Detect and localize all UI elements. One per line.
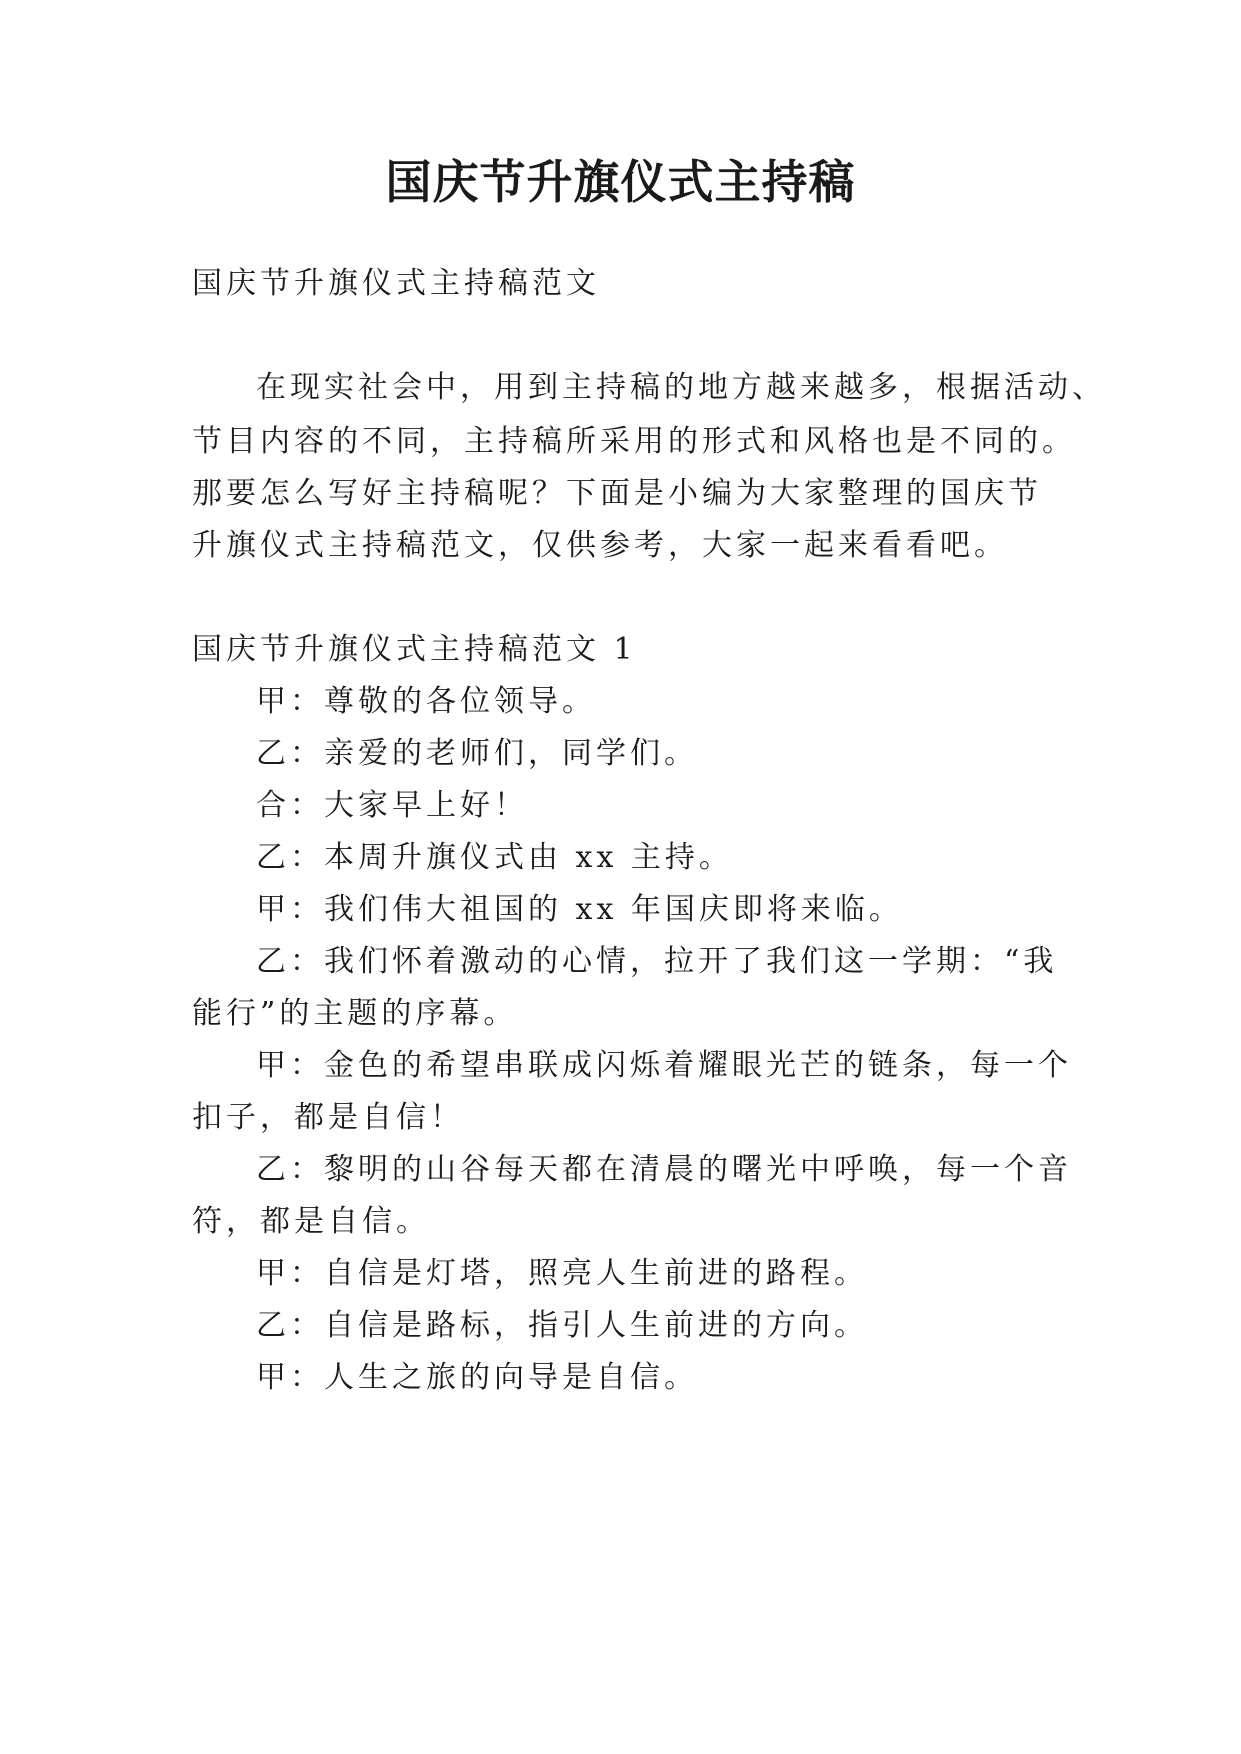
- script-line: 甲：金色的希望串联成闪烁着耀眼光芒的链条，每一个: [256, 1048, 1072, 1083]
- script-line: 合：大家早上好！: [256, 788, 528, 823]
- section-heading: 国庆节升旗仪式主持稿范文 1: [192, 632, 637, 667]
- script-line: 甲：尊敬的各位领导。: [256, 684, 596, 719]
- script-line: 能行”的主题的序幕。: [192, 996, 518, 1031]
- script-line: 甲：自信是灯塔，照亮人生前进的路程。: [256, 1256, 868, 1291]
- script-line: 甲：我们伟大祖国的 xx 年国庆即将来临。: [256, 892, 903, 927]
- script-line: 乙：自信是路标，指引人生前进的方向。: [256, 1308, 868, 1343]
- script-line: 乙：我们怀着激动的心情，拉开了我们这一学期：“我: [256, 944, 1058, 979]
- script-line: 乙：本周升旗仪式由 xx 主持。: [256, 840, 733, 875]
- intro-line: 节目内容的不同，主持稿所采用的形式和风格也是不同的。: [192, 424, 1076, 459]
- script-line: 甲：人生之旅的向导是自信。: [256, 1360, 698, 1395]
- document-title: 国庆节升旗仪式主持稿: [385, 155, 856, 209]
- intro-line: 那要怎么写好主持稿呢？下面是小编为大家整理的国庆节: [192, 476, 1042, 511]
- script-line: 乙：黎明的山谷每天都在清晨的曙光中呼唤，每一个音: [256, 1152, 1072, 1187]
- intro-line: 升旗仪式主持稿范文，仅供参考，大家一起来看看吧。: [192, 528, 1008, 563]
- intro-line: 在现实社会中，用到主持稿的地方越来越多，根据活动、: [256, 370, 1106, 405]
- script-line: 扣子，都是自信！: [192, 1100, 464, 1135]
- script-line: 乙：亲爱的老师们，同学们。: [256, 736, 698, 771]
- subtitle: 国庆节升旗仪式主持稿范文: [192, 266, 600, 301]
- script-line: 符，都是自信。: [192, 1204, 430, 1239]
